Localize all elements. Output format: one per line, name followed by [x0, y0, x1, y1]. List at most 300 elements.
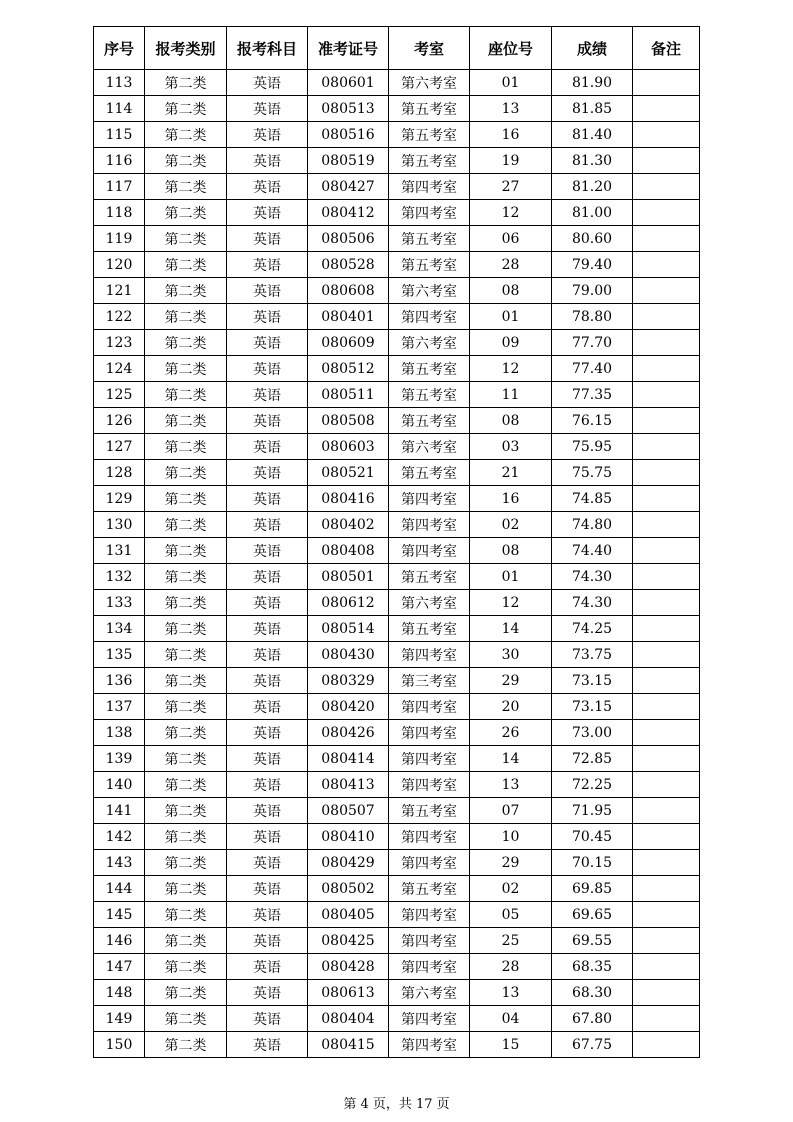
table-row [94, 798, 700, 824]
cell-seq: 142 [94, 824, 145, 850]
cell-seat-number: 12 [470, 356, 552, 382]
cell-score: 73.75 [552, 642, 633, 668]
cell-seq: 150 [94, 1032, 145, 1058]
cell-remarks [633, 434, 700, 460]
cell-exam-room: 第五考室 [389, 226, 470, 252]
table-row [94, 772, 700, 798]
cell-seat-number: 12 [470, 590, 552, 616]
cell-subject: 英语 [227, 408, 308, 434]
table-row [94, 148, 700, 174]
cell-exam-room: 第五考室 [389, 616, 470, 642]
cell-exam-room: 第四考室 [389, 720, 470, 746]
cell-seat-number: 16 [470, 486, 552, 512]
table-row [94, 330, 700, 356]
cell-score: 72.85 [552, 746, 633, 772]
cell-exam-room: 第四考室 [389, 928, 470, 954]
cell-exam-room: 第四考室 [389, 642, 470, 668]
cell-ticket-number: 080408 [308, 538, 389, 564]
cell-ticket-number: 080425 [308, 928, 389, 954]
table-row [94, 174, 700, 200]
cell-subject: 英语 [227, 616, 308, 642]
cell-seq: 147 [94, 954, 145, 980]
table-row [94, 720, 700, 746]
table-row [94, 382, 700, 408]
cell-score: 74.40 [552, 538, 633, 564]
cell-category: 第二类 [145, 252, 227, 278]
cell-score: 67.75 [552, 1032, 633, 1058]
cell-score: 81.20 [552, 174, 633, 200]
cell-remarks [633, 1032, 700, 1058]
cell-score: 77.70 [552, 330, 633, 356]
cell-remarks [633, 382, 700, 408]
cell-subject: 英语 [227, 590, 308, 616]
cell-category: 第二类 [145, 200, 227, 226]
cell-score: 75.75 [552, 460, 633, 486]
cell-score: 68.30 [552, 980, 633, 1006]
table-row [94, 96, 700, 122]
cell-subject: 英语 [227, 148, 308, 174]
cell-score: 81.90 [552, 70, 633, 96]
cell-ticket-number: 080519 [308, 148, 389, 174]
table-row [94, 356, 700, 382]
cell-subject: 英语 [227, 980, 308, 1006]
cell-seat-number: 03 [470, 434, 552, 460]
cell-category: 第二类 [145, 928, 227, 954]
cell-score: 71.95 [552, 798, 633, 824]
cell-exam-room: 第五考室 [389, 252, 470, 278]
cell-remarks [633, 226, 700, 252]
cell-category: 第二类 [145, 434, 227, 460]
cell-subject: 英语 [227, 174, 308, 200]
cell-seat-number: 08 [470, 538, 552, 564]
cell-seq: 127 [94, 434, 145, 460]
cell-seq: 140 [94, 772, 145, 798]
cell-exam-room: 第五考室 [389, 876, 470, 902]
cell-seq: 114 [94, 96, 145, 122]
cell-subject: 英语 [227, 642, 308, 668]
table-body [94, 70, 700, 1058]
header-ticket-number: 准考证号 [308, 27, 389, 70]
cell-score: 76.15 [552, 408, 633, 434]
table-header-row [94, 27, 700, 70]
cell-category: 第二类 [145, 616, 227, 642]
cell-remarks [633, 668, 700, 694]
table-row [94, 200, 700, 226]
cell-exam-room: 第四考室 [389, 200, 470, 226]
cell-ticket-number: 080413 [308, 772, 389, 798]
cell-category: 第二类 [145, 798, 227, 824]
cell-remarks [633, 200, 700, 226]
cell-subject: 英语 [227, 668, 308, 694]
cell-score: 68.35 [552, 954, 633, 980]
cell-remarks [633, 356, 700, 382]
cell-seat-number: 16 [470, 122, 552, 148]
cell-category: 第二类 [145, 96, 227, 122]
cell-exam-room: 第四考室 [389, 304, 470, 330]
cell-ticket-number: 080402 [308, 512, 389, 538]
cell-score: 81.30 [552, 148, 633, 174]
table-row [94, 928, 700, 954]
table-row [94, 512, 700, 538]
table-row [94, 590, 700, 616]
cell-score: 70.15 [552, 850, 633, 876]
cell-seq: 119 [94, 226, 145, 252]
table-row [94, 824, 700, 850]
cell-exam-room: 第六考室 [389, 278, 470, 304]
cell-seq: 137 [94, 694, 145, 720]
cell-seat-number: 29 [470, 668, 552, 694]
cell-score: 81.00 [552, 200, 633, 226]
cell-category: 第二类 [145, 512, 227, 538]
cell-remarks [633, 460, 700, 486]
cell-exam-room: 第四考室 [389, 1032, 470, 1058]
cell-exam-room: 第六考室 [389, 590, 470, 616]
cell-seq: 121 [94, 278, 145, 304]
cell-score: 74.30 [552, 590, 633, 616]
cell-subject: 英语 [227, 304, 308, 330]
cell-seat-number: 12 [470, 200, 552, 226]
cell-exam-room: 第五考室 [389, 148, 470, 174]
cell-ticket-number: 080416 [308, 486, 389, 512]
table-row [94, 668, 700, 694]
cell-category: 第二类 [145, 746, 227, 772]
cell-seq: 128 [94, 460, 145, 486]
cell-seat-number: 06 [470, 226, 552, 252]
cell-ticket-number: 080516 [308, 122, 389, 148]
cell-ticket-number: 080506 [308, 226, 389, 252]
cell-exam-room: 第三考室 [389, 668, 470, 694]
cell-remarks [633, 954, 700, 980]
cell-category: 第二类 [145, 122, 227, 148]
cell-remarks [633, 746, 700, 772]
cell-seq: 141 [94, 798, 145, 824]
cell-seq: 138 [94, 720, 145, 746]
cell-exam-room: 第四考室 [389, 902, 470, 928]
cell-exam-room: 第五考室 [389, 382, 470, 408]
cell-category: 第二类 [145, 642, 227, 668]
cell-subject: 英语 [227, 1006, 308, 1032]
cell-seat-number: 09 [470, 330, 552, 356]
cell-subject: 英语 [227, 798, 308, 824]
cell-seat-number: 04 [470, 1006, 552, 1032]
header-seat-number: 座位号 [470, 27, 552, 70]
cell-exam-room: 第五考室 [389, 96, 470, 122]
cell-remarks [633, 538, 700, 564]
cell-category: 第二类 [145, 1006, 227, 1032]
cell-remarks [633, 928, 700, 954]
cell-category: 第二类 [145, 824, 227, 850]
table-row [94, 980, 700, 1006]
cell-seq: 148 [94, 980, 145, 1006]
cell-ticket-number: 080507 [308, 798, 389, 824]
cell-score: 80.60 [552, 226, 633, 252]
cell-seq: 129 [94, 486, 145, 512]
cell-seat-number: 11 [470, 382, 552, 408]
table-row [94, 486, 700, 512]
cell-category: 第二类 [145, 330, 227, 356]
table-row [94, 460, 700, 486]
cell-seq: 113 [94, 70, 145, 96]
cell-subject: 英语 [227, 460, 308, 486]
header-seq: 序号 [94, 27, 145, 70]
cell-subject: 英语 [227, 330, 308, 356]
cell-category: 第二类 [145, 980, 227, 1006]
cell-exam-room: 第四考室 [389, 824, 470, 850]
cell-seq: 132 [94, 564, 145, 590]
cell-seat-number: 14 [470, 746, 552, 772]
table-row [94, 902, 700, 928]
table-row [94, 252, 700, 278]
cell-seq: 125 [94, 382, 145, 408]
cell-ticket-number: 080414 [308, 746, 389, 772]
cell-seat-number: 14 [470, 616, 552, 642]
table-row [94, 122, 700, 148]
cell-subject: 英语 [227, 1032, 308, 1058]
cell-ticket-number: 080429 [308, 850, 389, 876]
cell-subject: 英语 [227, 96, 308, 122]
cell-seat-number: 05 [470, 902, 552, 928]
cell-seq: 122 [94, 304, 145, 330]
cell-seq: 136 [94, 668, 145, 694]
cell-ticket-number: 080404 [308, 1006, 389, 1032]
cell-ticket-number: 080410 [308, 824, 389, 850]
cell-seat-number: 27 [470, 174, 552, 200]
cell-category: 第二类 [145, 382, 227, 408]
cell-category: 第二类 [145, 902, 227, 928]
table-row [94, 616, 700, 642]
cell-subject: 英语 [227, 772, 308, 798]
cell-score: 74.25 [552, 616, 633, 642]
cell-score: 72.25 [552, 772, 633, 798]
cell-subject: 英语 [227, 720, 308, 746]
cell-subject: 英语 [227, 356, 308, 382]
table-row [94, 746, 700, 772]
cell-exam-room: 第四考室 [389, 694, 470, 720]
cell-score: 67.80 [552, 1006, 633, 1032]
cell-category: 第二类 [145, 460, 227, 486]
cell-score: 74.80 [552, 512, 633, 538]
cell-category: 第二类 [145, 876, 227, 902]
cell-score: 79.00 [552, 278, 633, 304]
cell-remarks [633, 616, 700, 642]
cell-ticket-number: 080329 [308, 668, 389, 694]
cell-ticket-number: 080427 [308, 174, 389, 200]
cell-score: 81.85 [552, 96, 633, 122]
cell-seat-number: 28 [470, 954, 552, 980]
cell-seat-number: 02 [470, 876, 552, 902]
table-row [94, 304, 700, 330]
cell-seq: 115 [94, 122, 145, 148]
cell-exam-room: 第六考室 [389, 980, 470, 1006]
cell-seq: 118 [94, 200, 145, 226]
cell-subject: 英语 [227, 538, 308, 564]
cell-subject: 英语 [227, 824, 308, 850]
cell-ticket-number: 080512 [308, 356, 389, 382]
header-category: 报考类别 [145, 27, 227, 70]
cell-seat-number: 26 [470, 720, 552, 746]
cell-subject: 英语 [227, 850, 308, 876]
cell-subject: 英语 [227, 876, 308, 902]
cell-remarks [633, 70, 700, 96]
cell-category: 第二类 [145, 564, 227, 590]
cell-score: 74.85 [552, 486, 633, 512]
cell-score: 75.95 [552, 434, 633, 460]
cell-exam-room: 第五考室 [389, 408, 470, 434]
cell-subject: 英语 [227, 564, 308, 590]
cell-seat-number: 02 [470, 512, 552, 538]
cell-score: 70.45 [552, 824, 633, 850]
cell-seat-number: 13 [470, 980, 552, 1006]
cell-exam-room: 第五考室 [389, 122, 470, 148]
cell-exam-room: 第四考室 [389, 850, 470, 876]
cell-category: 第二类 [145, 148, 227, 174]
cell-seat-number: 10 [470, 824, 552, 850]
cell-seat-number: 29 [470, 850, 552, 876]
cell-seq: 144 [94, 876, 145, 902]
header-remarks: 备注 [633, 27, 700, 70]
cell-subject: 英语 [227, 382, 308, 408]
cell-remarks [633, 330, 700, 356]
cell-remarks [633, 148, 700, 174]
table-row [94, 70, 700, 96]
cell-remarks [633, 642, 700, 668]
cell-exam-room: 第四考室 [389, 486, 470, 512]
table-row [94, 226, 700, 252]
cell-remarks [633, 512, 700, 538]
cell-remarks [633, 408, 700, 434]
cell-exam-room: 第四考室 [389, 512, 470, 538]
cell-ticket-number: 080601 [308, 70, 389, 96]
cell-exam-room: 第五考室 [389, 798, 470, 824]
cell-ticket-number: 080603 [308, 434, 389, 460]
cell-score: 74.30 [552, 564, 633, 590]
cell-remarks [633, 876, 700, 902]
cell-subject: 英语 [227, 512, 308, 538]
cell-ticket-number: 080412 [308, 200, 389, 226]
cell-seat-number: 15 [470, 1032, 552, 1058]
cell-exam-room: 第四考室 [389, 1006, 470, 1032]
cell-seat-number: 28 [470, 252, 552, 278]
cell-seq: 143 [94, 850, 145, 876]
cell-score: 69.55 [552, 928, 633, 954]
cell-seat-number: 25 [470, 928, 552, 954]
cell-score: 73.15 [552, 668, 633, 694]
cell-remarks [633, 694, 700, 720]
cell-exam-room: 第四考室 [389, 538, 470, 564]
cell-category: 第二类 [145, 668, 227, 694]
table-row [94, 538, 700, 564]
cell-exam-room: 第六考室 [389, 330, 470, 356]
cell-category: 第二类 [145, 772, 227, 798]
cell-ticket-number: 080508 [308, 408, 389, 434]
cell-subject: 英语 [227, 486, 308, 512]
cell-ticket-number: 080405 [308, 902, 389, 928]
cell-seq: 124 [94, 356, 145, 382]
cell-remarks [633, 278, 700, 304]
table-row [94, 1032, 700, 1058]
table-row [94, 564, 700, 590]
cell-remarks [633, 564, 700, 590]
cell-seat-number: 21 [470, 460, 552, 486]
cell-category: 第二类 [145, 538, 227, 564]
cell-seq: 135 [94, 642, 145, 668]
header-score: 成绩 [552, 27, 633, 70]
cell-exam-room: 第五考室 [389, 564, 470, 590]
cell-category: 第二类 [145, 356, 227, 382]
cell-subject: 英语 [227, 200, 308, 226]
cell-seq: 120 [94, 252, 145, 278]
cell-seat-number: 01 [470, 70, 552, 96]
cell-exam-room: 第四考室 [389, 772, 470, 798]
cell-score: 81.40 [552, 122, 633, 148]
cell-exam-room: 第四考室 [389, 954, 470, 980]
cell-category: 第二类 [145, 70, 227, 96]
cell-ticket-number: 080613 [308, 980, 389, 1006]
cell-seq: 131 [94, 538, 145, 564]
cell-exam-room: 第六考室 [389, 434, 470, 460]
cell-seat-number: 07 [470, 798, 552, 824]
cell-score: 77.40 [552, 356, 633, 382]
cell-remarks [633, 824, 700, 850]
cell-remarks [633, 174, 700, 200]
cell-remarks [633, 902, 700, 928]
cell-seat-number: 01 [470, 564, 552, 590]
cell-remarks [633, 1006, 700, 1032]
cell-remarks [633, 304, 700, 330]
cell-category: 第二类 [145, 694, 227, 720]
cell-subject: 英语 [227, 902, 308, 928]
cell-subject: 英语 [227, 226, 308, 252]
cell-seat-number: 01 [470, 304, 552, 330]
cell-score: 69.85 [552, 876, 633, 902]
cell-ticket-number: 080513 [308, 96, 389, 122]
cell-ticket-number: 080401 [308, 304, 389, 330]
cell-subject: 英语 [227, 278, 308, 304]
cell-ticket-number: 080502 [308, 876, 389, 902]
cell-ticket-number: 080609 [308, 330, 389, 356]
cell-ticket-number: 080514 [308, 616, 389, 642]
page-number-footer: 第 4 页，共 17 页 [343, 1097, 450, 1112]
cell-remarks [633, 590, 700, 616]
table-row [94, 278, 700, 304]
table-row [94, 850, 700, 876]
cell-remarks [633, 798, 700, 824]
cell-seq: 133 [94, 590, 145, 616]
header-exam-room: 考室 [389, 27, 470, 70]
cell-category: 第二类 [145, 590, 227, 616]
table-row [94, 876, 700, 902]
table-row [94, 954, 700, 980]
cell-remarks [633, 772, 700, 798]
cell-category: 第二类 [145, 954, 227, 980]
cell-category: 第二类 [145, 408, 227, 434]
cell-remarks [633, 486, 700, 512]
table-row [94, 408, 700, 434]
cell-ticket-number: 080420 [308, 694, 389, 720]
cell-seq: 123 [94, 330, 145, 356]
table-row [94, 694, 700, 720]
cell-ticket-number: 080521 [308, 460, 389, 486]
cell-category: 第二类 [145, 304, 227, 330]
cell-category: 第二类 [145, 278, 227, 304]
cell-subject: 英语 [227, 954, 308, 980]
cell-remarks [633, 720, 700, 746]
cell-remarks [633, 252, 700, 278]
cell-score: 73.15 [552, 694, 633, 720]
cell-score: 78.80 [552, 304, 633, 330]
cell-seq: 139 [94, 746, 145, 772]
cell-exam-room: 第六考室 [389, 70, 470, 96]
